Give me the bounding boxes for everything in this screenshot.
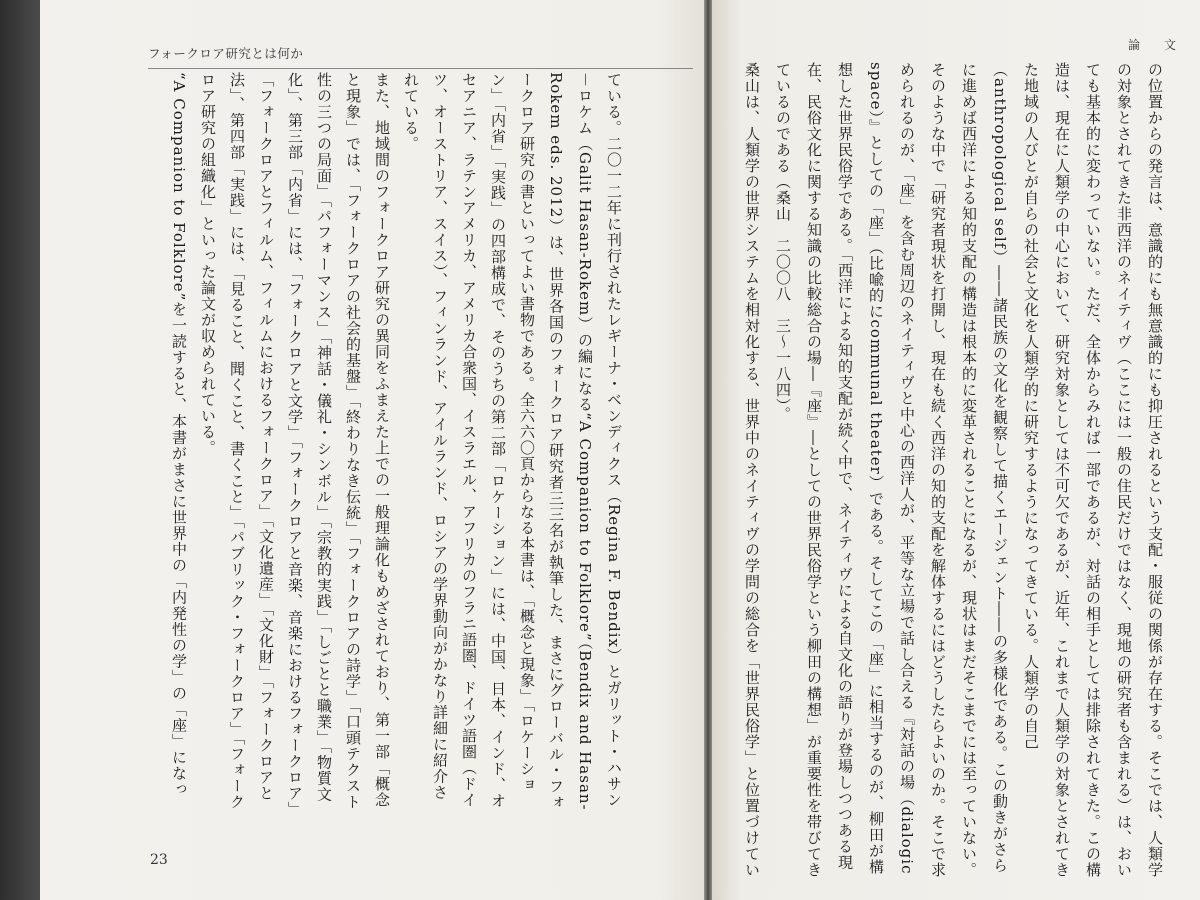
right-page-body: の位置からの発言は、意識的にも無意識的にも抑圧されるという支配・服従の関係が存在する。そこでは、人類学の対象とされてきた非西洋のネイティヴ（ここには一般の住民だけではなく、現地の研究者も含まれる）は、おいても基本的に変わっていない。ただ、全体からみれば一部であるが、対話の相手としては排除されてきた。この構造は、現在に人類学の中心において、研究対象としては不可欠であるが、近年、これまで人類学の対象とされてきた地域の人びとが自らの社会と文化を人類学的に研究するようになってきている。人類学の自己（anthropological self）――諸民族の文化を観察して描くエージェント――の多様化である。この動きがさらに進めば西洋による知的支配の構造は根本的に変革されることになるが、現状はまだそこまでには至っていない。そのような中で「研究者現状を打開し、現在も続く西洋の知的支配を解体するにはどうしたらよいのか。そこで求められるのが、「座」を含む周辺のネイティヴと中心の西洋人が、平等な立場で話し合える『対話の場（dialogic space）』としての「座」（比喩的にcommunal theater）である。そしてこの「座」に相当するのが、柳田が構想した世界民俗学である。「西洋による知的支配が続く中で、ネイティヴによる自文化の語りが登場しつつある現在、民俗文化に関する知識の比較総合の場―『座』―としての世界民俗学という柳田の構想」が重要性を帯びてきているのである（桑山 二〇〇八 三〜一八四）。 桑山は、人類学の世界システムを相対化する、世界中のネイティヴの学問の総合を「世界民俗学」と位置づけてい bbox=[743, 62, 1164, 878]
page-number: 23 bbox=[150, 852, 168, 868]
left-page bbox=[40, 0, 708, 900]
right-page bbox=[712, 0, 1200, 900]
running-head-left: フォークロア研究とは何か bbox=[148, 46, 304, 61]
running-head-right: 論 文 bbox=[1127, 38, 1182, 52]
book-gutter bbox=[704, 0, 712, 900]
table-background bbox=[0, 0, 40, 900]
header-rule bbox=[148, 68, 693, 69]
left-page-body: ている。二〇一二年に刊行されたレギーナ・ベンディクス（Regina F. Bendix）とガリット・ハサン－ロケム（Galit Hasan-Rokem）の編になる“A Companion to Folklore”（Bendix and Hasan-Rokem eds. 2012）は、世界各国のフォークロア研究者三三名が執筆した、まさにグローバル・フォークロア研究の書といってよい書物である。全六六〇頁からなる本書は、「概念と現象」「ロケーション」「内省」「実践」の四部構成で、そのうちの第二部「ロケーション」には、中国、日本、インド、オセアニア、ラテンアメリカ、アメリカ合衆国、イスラエル、アフリカのフラニ語圏、ドイツ語圏（ドイツ、オーストリア、スイス）、フィンランド、アイルランド、ロシアの学界動向がかなり詳細に紹介されている。 また、地域間のフォークロア研究の異同をふまえた上での一般理論化もめざされており、第一部「概念と現象」では、「フォークロアの社会的基盤」「終わりなき伝統」「フォークロアの詩学」「口頭テクスト性の三つの局面」「パフォーマンス」「神話・儀礼・シンボル」「宗教的実践」「しごとと職業」「物質文化」、第三部「内省」には、「フォークロアと文学」「フォークロアと音楽、音楽におけるフォークロア」「フォークロアとフィルム、フィルムにおけるフォークロア」「文化遺産」「文化財」「フォークロアと法」、第四部「実践」には、「見ること、聞くこと、書くこと」「パブリック・フォークロア」「フォークロア研究の組織化」といった論文が収められている。 “A Companion to Folklore”を一読すると、本書がまさに世界中の「内発性の学」の「座」になっ bbox=[170, 72, 623, 811]
